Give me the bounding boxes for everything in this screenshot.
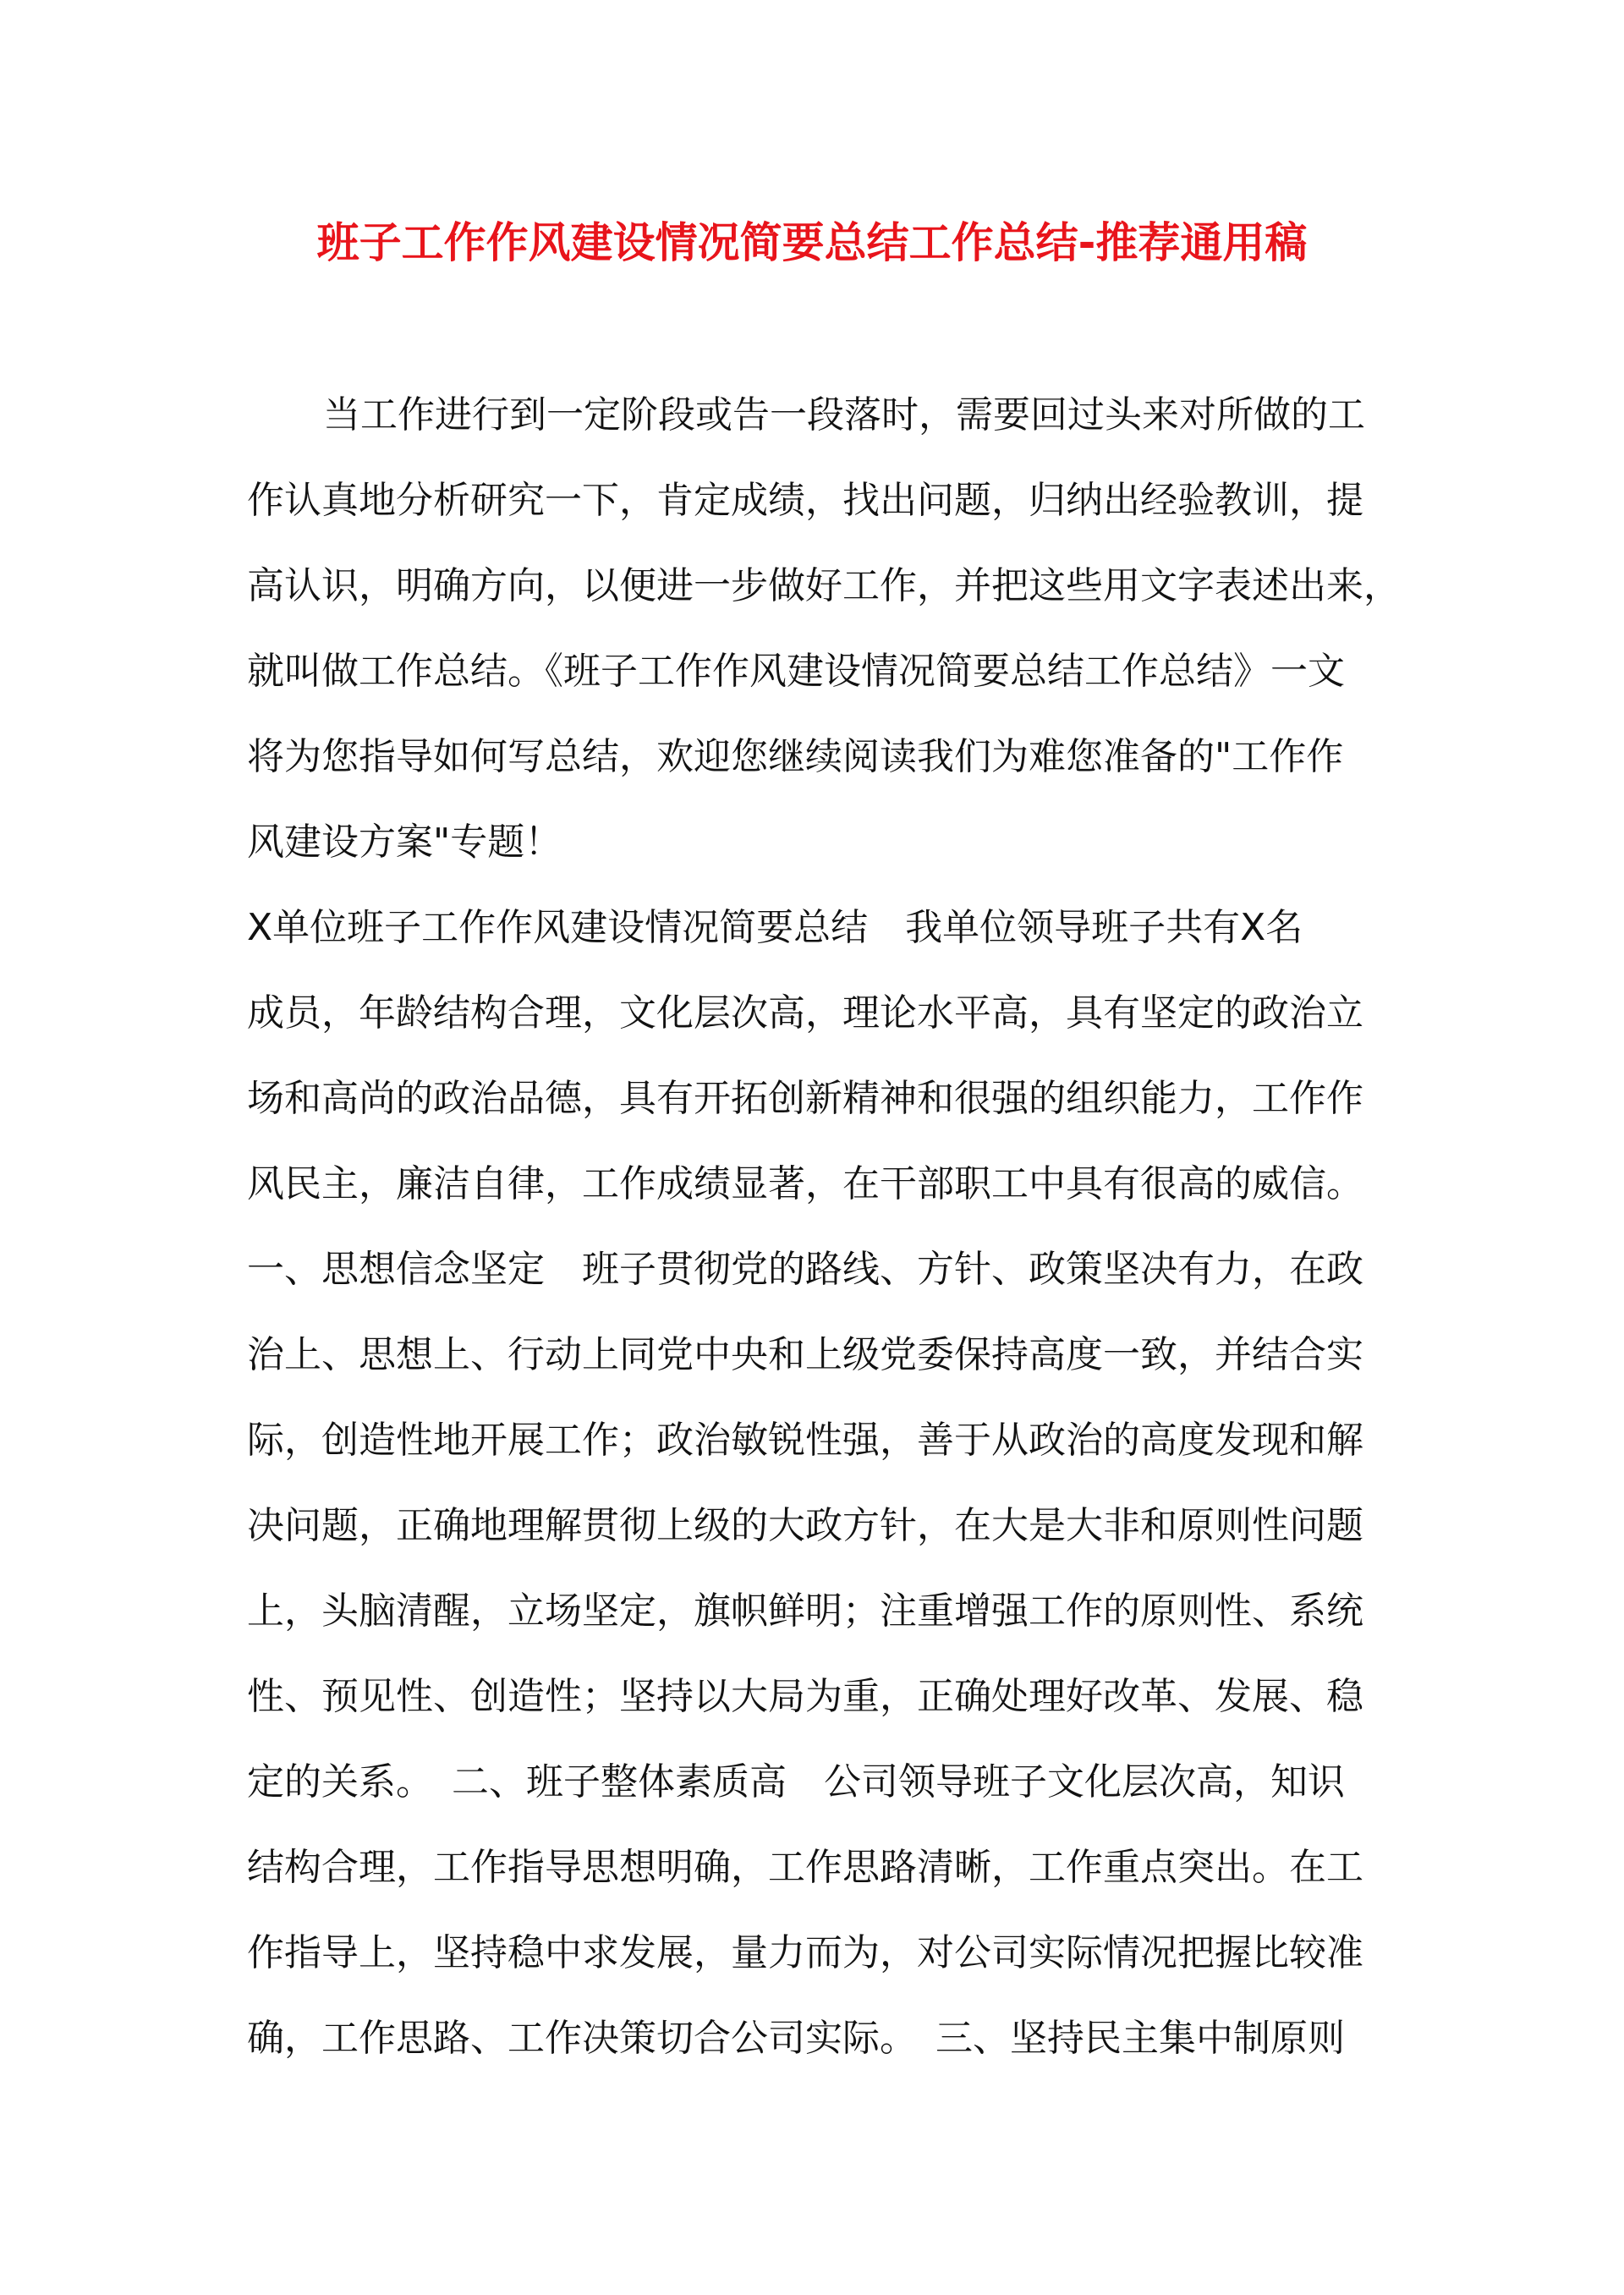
text-line: 场和高尚的政治品德，具有开拓创新精神和很强的组织能力，工作作 bbox=[247, 1077, 1363, 1120]
text-line: 确，工作思路、工作决策切合公司实际。 三、坚持民主集中制原则 bbox=[247, 2017, 1345, 2060]
text-line: 定的关系。 二、班子整体素质高 公司领导班子文化层次高，知识 bbox=[247, 1760, 1345, 1804]
text-line: 作指导上，坚持稳中求发展，量力而为，对公司实际情况把握比较准 bbox=[247, 1931, 1363, 1974]
text-line: 治上、思想上、行动上同党中央和上级党委保持高度一致，并结合实 bbox=[247, 1333, 1363, 1376]
document-title: 班子工作作风建设情况简要总结工作总结-推荐通用稿 bbox=[316, 218, 1308, 267]
text-line: 结构合理，工作指导思想明确，工作思路清晰，工作重点突出。在工 bbox=[247, 1846, 1363, 1889]
text-line: 风建设方案"专题！ bbox=[247, 821, 562, 864]
text-line: 性、预见性、创造性；坚持以大局为重，正确处理好改革、发展、稳 bbox=[247, 1675, 1363, 1718]
text-line: 高认识，明确方向，以便进一步做好工作，并把这些用文字表述出来， bbox=[247, 564, 1401, 607]
text-line: X单位班子工作作风建设情况简要总结 我单位领导班子共有X名 bbox=[247, 906, 1303, 949]
text-line: 一、思想信念坚定 班子贯彻党的路线、方针、政策坚决有力，在政 bbox=[247, 1248, 1363, 1291]
text-line: 成员，年龄结构合理，文化层次高，理论水平高，具有坚定的政治立 bbox=[247, 991, 1363, 1035]
text-line: 决问题，正确地理解贯彻上级的大政方针，在大是大非和原则性问题 bbox=[247, 1504, 1363, 1547]
document-body bbox=[247, 372, 1401, 2081]
text-line: 作认真地分析研究一下，肯定成绩，找出问题，归纳出经验教训，提 bbox=[247, 479, 1363, 522]
text-line: 际，创造性地开展工作；政治敏锐性强，善于从政治的高度发现和解 bbox=[247, 1419, 1363, 1462]
text-line: 上，头脑清醒，立场坚定，旗帜鲜明；注重增强工作的原则性、系统 bbox=[247, 1589, 1363, 1633]
text-line: 风民主，廉洁自律，工作成绩显著，在干部职工中具有很高的威信。 bbox=[247, 1162, 1363, 1205]
text-line: 就叫做工作总结。《班子工作作风建设情况简要总结工作总结》一文 bbox=[247, 650, 1345, 693]
text-line: 将为您指导如何写总结，欢迎您继续阅读我们为难您准备的"工作作 bbox=[247, 735, 1344, 778]
text-line: 当工作进行到一定阶段或告一段落时，需要回过头来对所做的工 bbox=[323, 393, 1365, 436]
